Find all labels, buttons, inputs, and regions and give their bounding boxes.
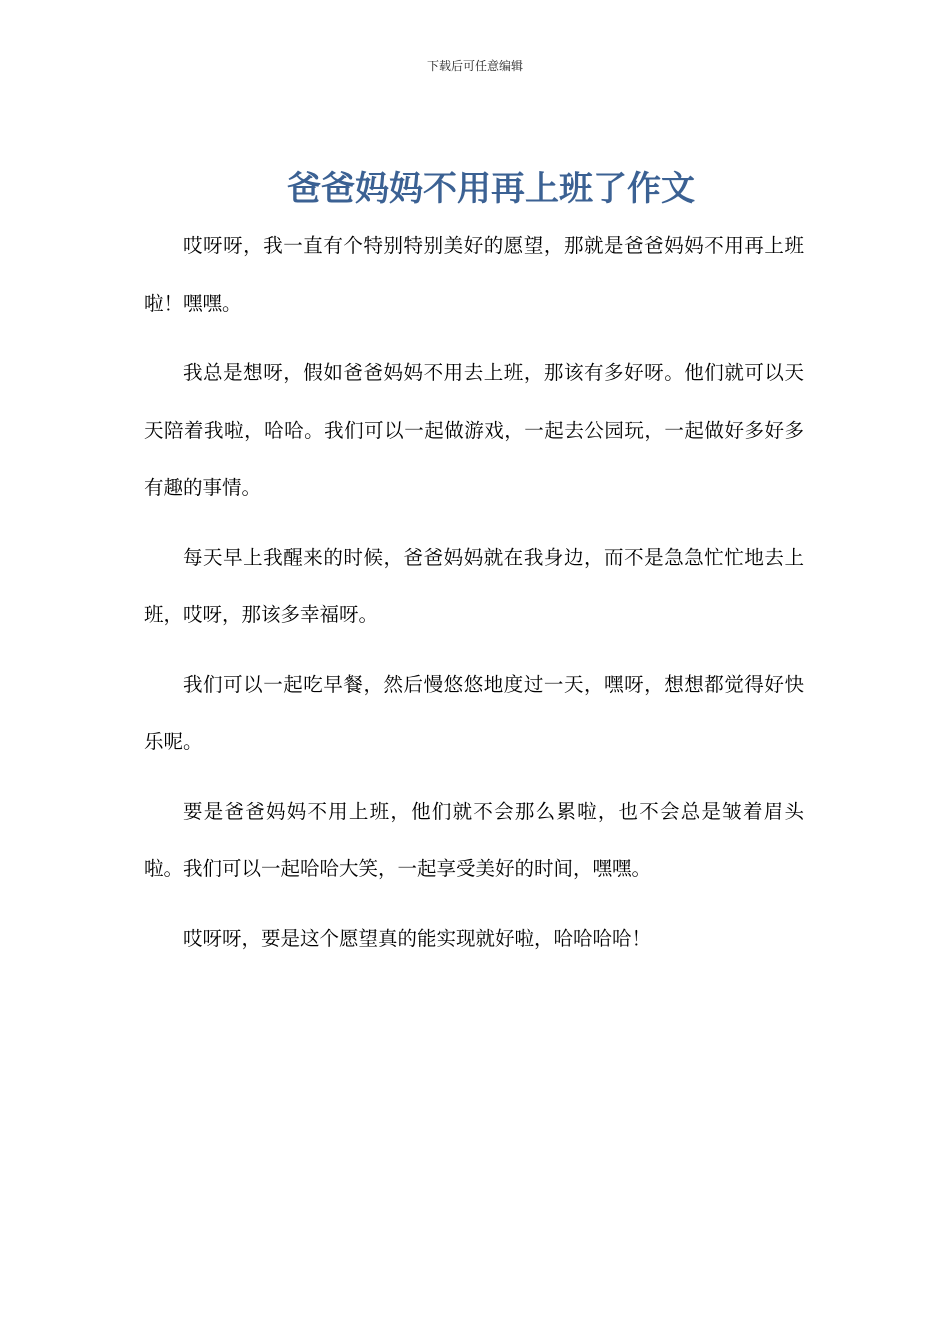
body-paragraph: 我们可以一起吃早餐，然后慢悠悠地度过一天，嘿呀，想想都觉得好快乐呢。 [144,672,804,753]
body-paragraph: 哎呀呀，我一直有个特别特别美好的愿望，那就是爸爸妈妈不用再上班啦！嘿嘿。 [144,234,804,315]
body-paragraph: 哎呀呀，要是这个愿望真的能实现就好啦，哈哈哈哈！ [183,926,652,950]
document-title: 爸爸妈妈不用再上班了作文 [287,169,695,209]
body-paragraph: 每天早上我醒来的时候，爸爸妈妈就在我身边，而不是急急忙忙地去上班，哎呀，那该多幸福呀。 [144,545,804,626]
document-body [144,217,804,979]
body-paragraph: 我总是想呀，假如爸爸妈妈不用去上班，那该有多好呀。他们就可以天天陪着我啦，哈哈。我们可以一起做游戏，一起去公园玩，一起做好多好多有趣的事情。 [144,361,804,499]
body-paragraph: 要是爸爸妈妈不用上班，他们就不会那么累啦，也不会总是皱着眉头啦。我们可以一起哈哈大笑，一起享受美好的时间，嘿嘿。 [144,799,804,880]
page-header-note: 下载后可任意编辑 [426,59,523,73]
